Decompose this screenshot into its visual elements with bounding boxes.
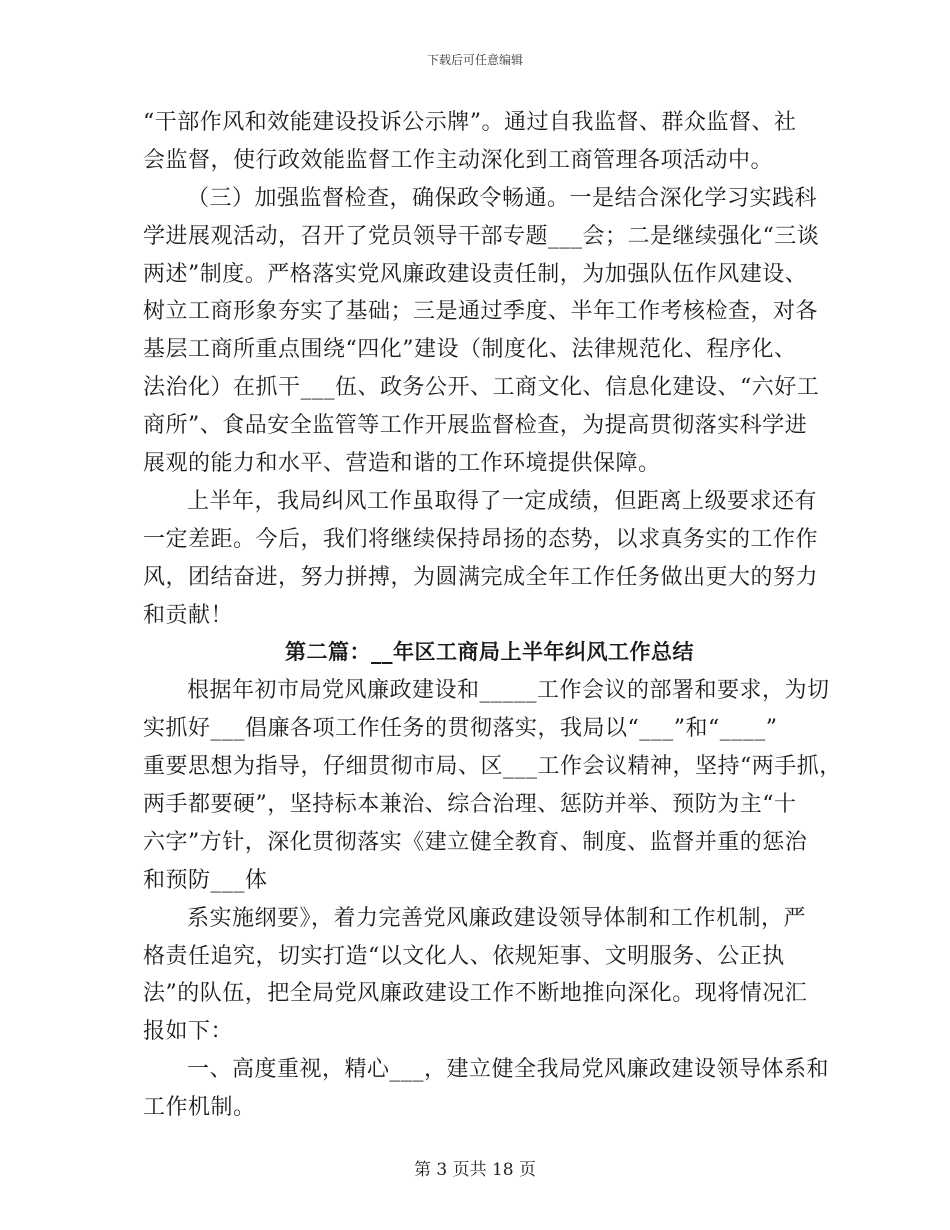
text-line: 工作机制。: [143, 1095, 256, 1121]
text-line: 两手都要硬”，坚持标本兼治、综合治理、惩防并举、预防为主“十: [143, 792, 797, 818]
paragraph-start: 根据年初市局党风廉政建设和_____工作会议的部署和要求，为切: [187, 678, 830, 704]
paragraph-start: 一、高度重视，精心___，建立健全我局党风廉政建设领导体系和: [187, 1057, 830, 1083]
text-line: 和贡献！: [143, 602, 234, 628]
text-line: 商所”、食品安全监管等工作开展监督检查，为提高贯彻落实科学进: [143, 413, 808, 439]
text-line: 和预防___体: [143, 867, 268, 893]
text-line: 两述”制度。严格落实党风廉政建设责任制，为加强队伍作风建设、: [143, 261, 808, 287]
text-line: 六字”方针，深化贯彻落实《建立健全教育、制度、监督并重的惩治: [143, 829, 808, 855]
paragraph-start: 系实施纲要》，着力完善党风廉政建设领导体制和工作机制，严: [187, 905, 807, 931]
page-footer: 第 3 页共 18 页: [413, 1160, 537, 1180]
text-line: 实抓好___倡廉各项工作任务的贯彻落实，我局以“___”和“____”: [143, 716, 778, 742]
text-line: 风，团结奋进，努力拼搏，为圆满完成全年工作任务做出更大的努力: [143, 564, 819, 590]
text-line: 格责任追究，切实打造“以文化人、依规矩事、文明服务、公正执: [143, 943, 785, 969]
section-heading: 第二篇：__年区工商局上半年纠风工作总结: [285, 640, 694, 665]
text-line: 会监督，使行政效能监督工作主动深化到工商管理各项活动中。: [143, 147, 774, 173]
text-line: 学进展观活动，召开了党员领导干部专题___会；二是继续强化“三谈: [143, 223, 820, 249]
page-header: 下载后可任意编辑: [426, 53, 523, 67]
text-line: 一定差距。今后，我们将继续保持昂扬的态势，以求真务实的工作作: [143, 526, 819, 552]
text-line: 基层工商所重点围绕“四化”建设（制度化、法律规范化、程序化、: [143, 337, 797, 363]
text-line: “干部作风和效能建设投诉公示牌”。通过自我监督、群众监督、社: [143, 110, 797, 135]
document-body: [143, 104, 842, 1127]
text-line: 报如下：: [143, 1019, 234, 1045]
paragraph-start: 上半年，我局纠风工作虽取得了一定成绩，但距离上级要求还有: [187, 488, 818, 514]
text-line: 重要思想为指导，仔细贯彻市局、区___工作会议精神，坚持“两手抓，: [143, 754, 842, 780]
text-line: 树立工商形象夯实了基础；三是通过季度、半年工作考核检查，对各: [143, 299, 819, 325]
paragraph-start: （三）加强监督检查，确保政令畅通。一是结合深化学习实践科: [187, 185, 818, 211]
text-line: 法治化）在抓干___伍、政务公开、工商文化、信息化建设、“六好工: [143, 375, 820, 401]
text-line: 展观的能力和水平、营造和谐的工作环境提供保障。: [143, 451, 661, 477]
text-line: 法”的队伍，把全局党风廉政建设工作不断地推向深化。现将情况汇: [143, 981, 808, 1007]
